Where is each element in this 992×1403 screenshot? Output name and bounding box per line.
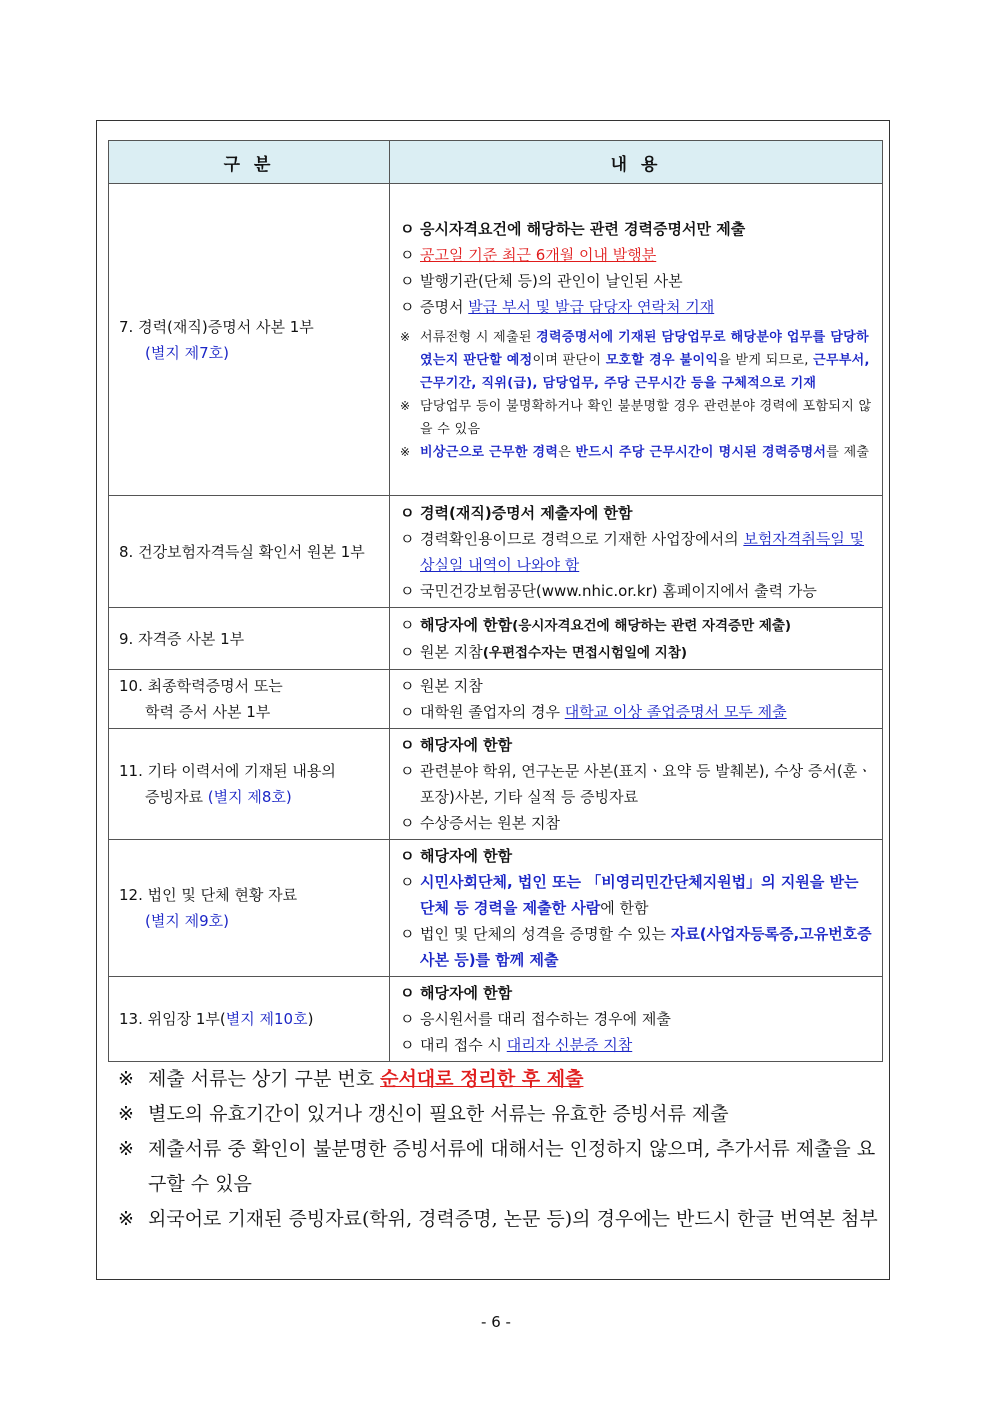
note-highlight: 경력증명서에 기재된 담당업무로 해당분야 업무를 담당하였는지 판단할 예정 <box>420 329 869 368</box>
note-text: 를 제출 <box>826 444 870 460</box>
item-text: 에 한함 <box>600 899 649 917</box>
list-item <box>400 500 874 526</box>
row-content <box>390 608 883 670</box>
table-row <box>109 840 883 977</box>
note-marker: ※ <box>118 1138 134 1160</box>
note-item <box>400 395 874 441</box>
item-text: 공고일 기준 최근 6개월 이내 발행분 <box>420 245 657 264</box>
bullet-marker: ㅇ <box>400 873 415 891</box>
list-item <box>400 921 874 973</box>
item-text: 응시자격요건에 해당하는 관련 경력증명서만 제출 <box>420 219 746 238</box>
bullet-marker: ㅇ <box>400 529 415 548</box>
note-text: 담당업무 등이 불명확하거나 확인 불분명할 경우 관련분야 경력에 포함되지 않을 수 있음 <box>420 398 872 437</box>
bullet-marker: ㅇ <box>400 703 415 721</box>
bullet-marker: ㅇ <box>400 677 415 695</box>
item-text: 해당자에 한함 <box>420 736 513 754</box>
list-item <box>400 1006 874 1032</box>
note-marker: ※ <box>118 1068 134 1090</box>
note-text: 별도의 유효기간이 있거나 갱신이 필요한 서류는 유효한 증빙서류 제출 <box>148 1103 729 1125</box>
row-content <box>390 670 883 729</box>
note-marker: ※ <box>400 398 411 413</box>
table-row <box>109 608 883 670</box>
note-marker: ※ <box>400 329 411 344</box>
row-content <box>390 496 883 608</box>
category-text: 증빙자료 <box>145 788 208 806</box>
bullet-marker: ㅇ <box>400 736 415 754</box>
note-highlight: 순서대로 정리한 후 제출 <box>380 1068 584 1090</box>
item-text: 국민건강보험공단(www.nhic.or.kr) 홈페이지에서 출력 가능 <box>420 581 817 600</box>
item-highlight: 자료(사업자등록증,고유번호증 사본 등)를 함께 제출 <box>420 925 872 969</box>
item-highlight: 대리자 신분증 지참 <box>506 1036 633 1054</box>
note-highlight: 모호할 경우 불이익 <box>605 352 719 368</box>
item-text: 해당자에 한함 <box>420 847 513 865</box>
bullet-marker: ㅇ <box>400 984 415 1002</box>
category-text: 7. 경력(재직)증명서 사본 1부 <box>119 317 314 336</box>
list-item <box>400 612 874 639</box>
bullet-marker: ㅇ <box>400 615 415 634</box>
list-item <box>400 242 874 268</box>
item-text: (우편접수자는 면접시험일에 지참) <box>482 644 688 661</box>
list-item <box>400 810 874 836</box>
row-category <box>109 496 390 608</box>
list-item <box>400 732 874 758</box>
category-text: 11. 기타 이력서에 기재된 내용의 <box>119 762 336 780</box>
row-category <box>109 608 390 670</box>
note-text: 제출서류 중 확인이 불분명한 증빙서류에 대해서는 인정하지 않으며, 추가서류 제출을 요구할 수 있음 <box>148 1138 876 1195</box>
row-category <box>109 670 390 729</box>
table-row <box>109 184 883 496</box>
row-category <box>109 184 390 496</box>
bullet-marker: ㅇ <box>400 271 415 290</box>
bullet-marker: ㅇ <box>400 814 415 832</box>
note-highlight: 비상근으로 근무한 경력 <box>420 444 559 460</box>
list-item <box>400 869 874 921</box>
note-text: 이며 판단이 <box>532 352 606 368</box>
category-annex: 별지 제10호 <box>225 1010 308 1028</box>
category-text: ) <box>307 1010 314 1028</box>
item-text: 응시원서를 대리 접수하는 경우에 제출 <box>420 1010 671 1028</box>
category-annex: (별지 제7호) <box>145 343 229 362</box>
list-item <box>400 526 874 578</box>
category-annex: (별지 제8호) <box>207 788 292 806</box>
list-item <box>400 699 874 725</box>
item-text: 증명서 <box>420 297 469 316</box>
list-item <box>400 1032 874 1058</box>
row-content <box>390 977 883 1062</box>
category-annex: (별지 제9호) <box>145 912 229 930</box>
bullet-marker: ㅇ <box>400 925 415 943</box>
list-item <box>400 578 874 604</box>
bullet-marker: ㅇ <box>400 297 415 316</box>
note-text: 제출 서류는 상기 구분 번호 <box>148 1068 381 1090</box>
row-content <box>390 729 883 840</box>
row-category <box>109 729 390 840</box>
note-marker: ※ <box>400 444 411 459</box>
table-row <box>109 496 883 608</box>
item-text: 경력(재직)증명서 제출자에 한함 <box>420 503 633 522</box>
item-highlight: 대학교 이상 졸업증명서 모두 제출 <box>564 703 787 721</box>
item-text: 경력확인용이므로 경력으로 기재한 사업장에서의 <box>420 529 744 548</box>
note-highlight: 근무부서, 근무기간, 직위(급), 담당업무, 주당 근무시간 등을 구체적으로 기재 <box>420 352 870 391</box>
note-text: 외국어로 기재된 증빙자료(학위, 경력증명, 논문 등)의 경우에는 반드시 한글 번역본 첨부 <box>148 1208 878 1230</box>
table-row <box>109 729 883 840</box>
item-text: 원본 지참 <box>420 642 483 661</box>
note-marker: ※ <box>118 1103 134 1125</box>
item-text: 해당자에 한함 <box>420 615 513 634</box>
bullet-marker: ㅇ <box>400 847 415 865</box>
item-text: 해당자에 한함 <box>420 984 513 1002</box>
item-text: 법인 및 단체의 성격을 증명할 수 있는 <box>420 925 671 943</box>
row-content <box>390 840 883 977</box>
header-category: 구 분 <box>109 141 390 184</box>
footer-notes <box>118 1062 878 1237</box>
page-number: - 6 - <box>481 1313 511 1331</box>
item-text: 대학원 졸업자의 경우 <box>420 703 565 721</box>
footer-note <box>118 1062 878 1097</box>
bullet-marker: ㅇ <box>400 642 415 661</box>
note-text: 서류전형 시 제출된 <box>420 329 537 345</box>
item-highlight: 보험자격취득일 및 상실일 내역이 나와야 함 <box>420 529 865 574</box>
list-item <box>400 673 874 699</box>
bullet-marker: ㅇ <box>400 219 415 238</box>
item-text: 원본 지참 <box>420 677 483 695</box>
category-text: 13. 위임장 1부( <box>119 1010 226 1028</box>
footer-note <box>118 1132 878 1202</box>
note-text: 을 받게 되므로, <box>718 352 814 368</box>
requirements-table <box>108 140 883 1062</box>
table-header-row <box>109 141 883 184</box>
bullet-marker: ㅇ <box>400 1036 415 1054</box>
item-text: (응시자격요건에 해당하는 관련 자격증만 제출) <box>512 617 792 634</box>
note-item <box>400 326 874 395</box>
table-row <box>109 977 883 1062</box>
bullet-marker: ㅇ <box>400 762 415 780</box>
bullet-marker: ㅇ <box>400 581 415 600</box>
list-item <box>400 639 874 666</box>
bullet-marker: ㅇ <box>400 503 415 522</box>
row-category <box>109 840 390 977</box>
category-text: 10. 최종학력증명서 또는 <box>119 677 283 695</box>
category-text: 8. 건강보험자격득실 확인서 원본 1부 <box>119 542 365 561</box>
list-item <box>400 268 874 294</box>
note-marker: ※ <box>118 1208 134 1230</box>
list-item <box>400 843 874 869</box>
item-text: 발행기관(단체 등)의 관인이 날인된 사본 <box>420 271 683 290</box>
category-text: 9. 자격증 사본 1부 <box>119 629 245 648</box>
header-content: 내 용 <box>390 141 883 184</box>
bullet-marker: ㅇ <box>400 1010 415 1028</box>
table-row <box>109 670 883 729</box>
category-text: 12. 법인 및 단체 현황 자료 <box>119 886 298 904</box>
note-text: 은 <box>558 444 576 460</box>
footer-note <box>118 1202 878 1237</box>
list-item <box>400 758 874 810</box>
row-category <box>109 977 390 1062</box>
list-item <box>400 294 874 320</box>
bullet-marker: ㅇ <box>400 245 415 264</box>
footer-note <box>118 1097 878 1132</box>
list-item <box>400 216 874 242</box>
item-text: 관련분야 학위, 연구논문 사본(표지ㆍ요약 등 발췌본), 수상 증서(훈ㆍ포장)사본, 기타 실적 등 증빙자료 <box>420 762 872 806</box>
item-highlight: 발급 부서 및 발급 담당자 연락처 기재 <box>468 297 715 316</box>
list-item <box>400 980 874 1006</box>
item-highlight: 시민사회단체, 법인 또는 「비영리민간단체지원법」의 지원을 받는 단체 등 경력을 제출한 사람 <box>420 873 859 917</box>
row-content <box>390 184 883 496</box>
item-text: 대리 접수 시 <box>420 1036 507 1054</box>
note-item <box>400 441 874 464</box>
category-text: 학력 증서 사본 1부 <box>145 703 271 721</box>
note-highlight: 반드시 주당 근무시간이 명시된 경력증명서 <box>575 444 827 460</box>
item-text: 수상증서는 원본 지참 <box>420 814 560 832</box>
